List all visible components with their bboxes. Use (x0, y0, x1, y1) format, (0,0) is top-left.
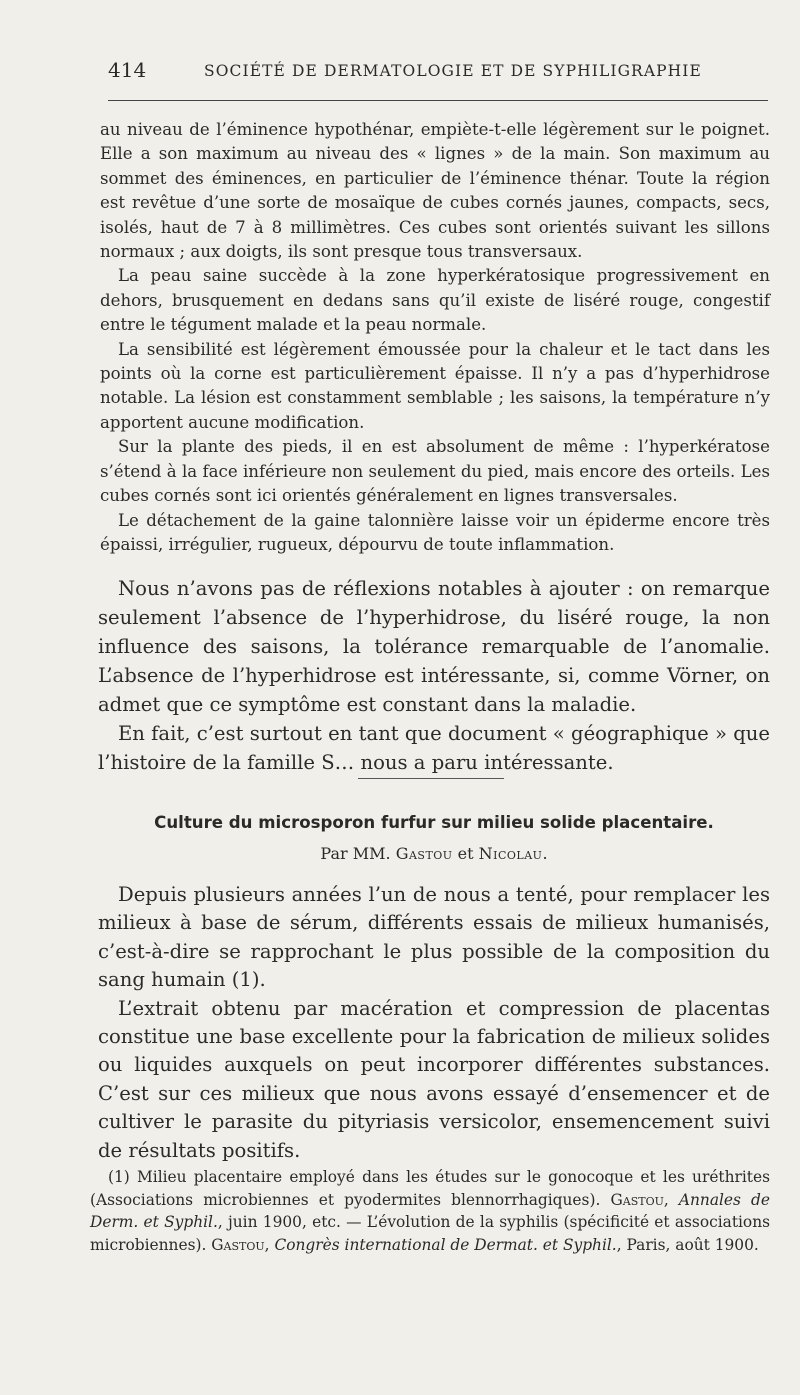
journal-title: Congrès international de Dermat. et Syphil. (274, 1235, 617, 1254)
paragraph: Sur la plante des pieds, il en est absolument de même : l’hyperkératose s’étend à la face inférieure non seulement du pied, mais encore des orteils. Les cubes cornés sont ici orientés généralement en lignes transversales. (100, 437, 770, 506)
commentary-text (98, 574, 770, 777)
page-header (108, 58, 750, 88)
case-report-text (100, 118, 770, 557)
article-authors: Par MM. Gastou et Nicolau. (320, 844, 548, 863)
paragraph: Nous n’avons pas de réflexions notables à ajouter : on remarque seulement l’absence de l’hyperhidrose, du liséré rouge, la non influence des saisons, la tolérance remarquable de l’anomalie. L’absence de l’hyperhidrose est intéressante, si, comme Vörner, on admet que ce symptôme est constant dans la maladie. (98, 577, 770, 716)
article-body (98, 881, 770, 1165)
header-rule (108, 100, 768, 101)
author-name: Nicolau (478, 844, 543, 863)
paragraph: au niveau de l’éminence hypothénar, empiète-t-elle légèrement sur le poignet. Elle a son maximum au niveau des « lignes » de la main. Son maximum au sommet des éminences, en particulier de l’éminence thénar. Toute la région est revêtue d’une sorte de mosaïque de cubes cornés jaunes, compacts, secs, isolés, haut de 7 à 8 millimètres. Ces cubes sont orientés suivant les sillons normaux ; aux doigts, ils sont presque tous transversaux. (100, 120, 770, 262)
author-name: Gastou (610, 1190, 664, 1209)
section-divider (358, 778, 504, 779)
paragraph: L’extrait obtenu par macération et compression de placentas constitue une base excellente pour la fabrication de milieux solides ou liquides auxquels on peut incorporer différentes substances. C’est sur ces milieux que nous avons essayé d’ensemencer et de cultiver le parasite du pityriasis versicolor, ensemencement suivi de résultats positifs. (98, 996, 770, 1162)
paragraph: Depuis plusieurs années l’un de nous a tenté, pour remplacer les milieux à base de sérum, différents essais de milieux humanisés, c’est-à-dire se rapprochant le plus possible de la composition du sang humain (1). (98, 883, 770, 992)
running-title: SOCIÉTÉ DE DERMATOLOGIE ET DE SYPHILIGRAPHIE (204, 62, 702, 80)
author-name: Gastou (211, 1235, 265, 1254)
author-name: Gastou (395, 844, 453, 863)
article-title: Culture du microsporon furfur sur milieu solide placentaire. (154, 813, 714, 832)
paragraph: Le détachement de la gaine talonnière laisse voir un épiderme encore très épaissi, irrégulier, rugueux, dépourvu de toute inflammation. (100, 510, 770, 554)
paragraph: La peau saine succède à la zone hyperkératosique progressivement en dehors, brusquement en dedans sans qu’il existe de liséré rouge, congestif entre le tégument malade et la peau normale. (100, 266, 770, 335)
footnote: (1) Milieu placentaire employé dans les études sur le gonocoque et les uréthrites (Associations microbiennes et pyodermites blennorrhagiques). Gastou, Annales de Derm. et Syphil., juin 1900, etc. — L’évolution de la syphilis (spécificité et associations microbiennes). Gastou, Congrès international de Dermat. et Syphil., Paris, août 1900. (90, 1168, 770, 1254)
paragraph: La sensibilité est légèrement émoussée pour la chaleur et le tact dans les points où la corne est particulièrement épaisse. Il n’y a pas d’hyperhidrose notable. La lésion est constamment semblable ; les saisons, la température n’y apportent aucune modification. (100, 339, 770, 432)
paragraph: En fait, c’est surtout en tant que document « géographique » que l’histoire de la famille S… nous a paru intéressante. (98, 722, 770, 774)
page-number: 414 (108, 58, 147, 82)
journal-title: Annales de Derm. et Syphil. (90, 1190, 770, 1232)
